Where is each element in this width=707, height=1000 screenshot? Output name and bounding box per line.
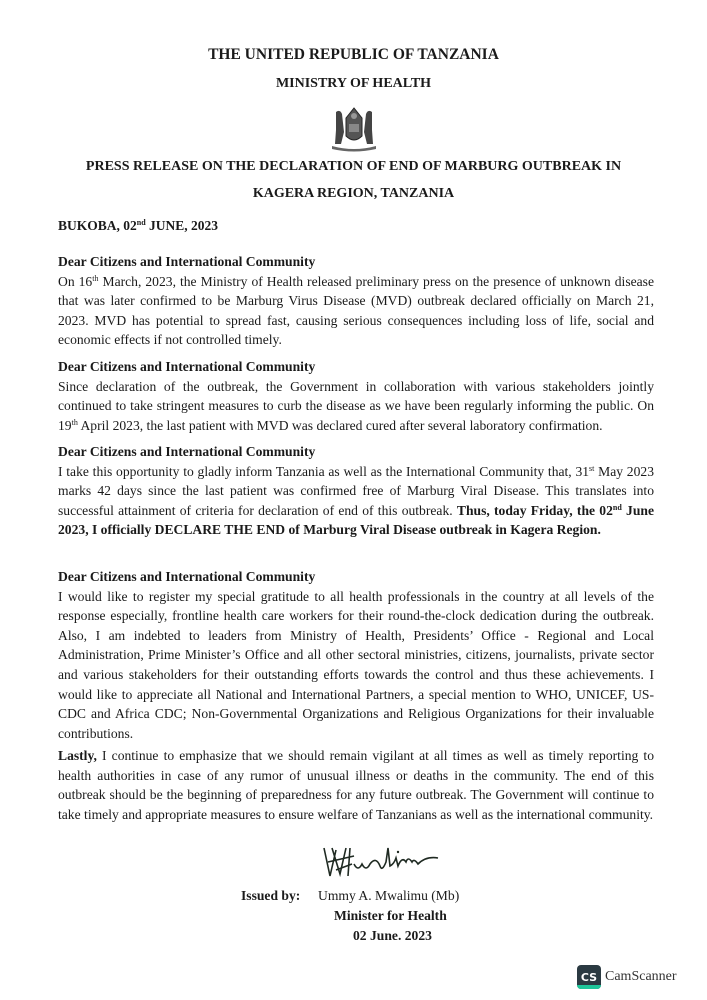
- section-5: [58, 746, 654, 824]
- salutation: Dear Citizens and International Community: [58, 254, 316, 269]
- coat-of-arms-icon: [322, 104, 386, 152]
- issuer-name: Ummy A. Mwalimu (Mb): [318, 888, 460, 903]
- issued-by-label: Issued by:: [241, 888, 301, 903]
- issue-date: 02 June. 2023: [353, 928, 432, 943]
- section-1: [58, 252, 654, 350]
- salutation: Dear Citizens and International Community: [58, 359, 316, 374]
- ministry-heading: MINISTRY OF HEALTH: [275, 76, 432, 91]
- title-line-1: PRESS RELEASE ON THE DECLARATION OF END OF MARBURG OUTBREAK IN: [85, 159, 622, 174]
- section-3: [58, 442, 654, 540]
- salutation: Dear Citizens and International Community: [58, 569, 316, 584]
- dateline: BUKOBA, 02nd JUNE, 2023: [58, 218, 219, 233]
- title-line-2: KAGERA REGION, TANZANIA: [252, 186, 455, 201]
- paragraph: I would like to register my special gratitude to all health professionals in the country at all levels of the response especially, frontline health care workers for their round-the-clock dedication during the outbreak. Also, I am indebted to leaders from Ministry of Health, Presidents’ Office - Regional and Local Administration, Prime Minister’s Office and all other sectoral ministries, citizens, journalists, private sector and various stakeholders for their outstanding efforts towards the control and thus these achievements. I would like to appreciate all National and International Partners, a special mention to WHO, UNICEF, US- CDC and Africa CDC; Non-Governmental Organizations and Religious Organizations for their invaluable contributions.: [58, 588, 654, 741]
- section-4: [58, 567, 654, 743]
- camscanner-watermark: [577, 964, 685, 990]
- salutation: Dear Citizens and International Community: [58, 444, 316, 459]
- paragraph: I take this opportunity to gladly inform Tanzania as well as the International Community that, 31st May 2023 marks 42 days since the last patient was confirmed free of Marburg Viral Disease. This translates into successful attainment of criteria for declaration of end of this outbreak. Thus, today Friday, the 02nd June 2023, I officially DECLARE THE END of Marburg Viral Disease outbreak in Kagera Region.: [58, 463, 654, 538]
- section-2: [58, 357, 654, 435]
- paragraph: On 16th March, 2023, the Ministry of Health released preliminary press on the presence of unknown disease that was later confirmed to be Marburg Virus Disease (MVD) outbreak declared officially on March 21, 2023. MVD has potential to spread fast, causing serious consequences including loss of life, social and economic effects if not controlled timely.: [58, 273, 655, 348]
- camscanner-text: CamScanner: [605, 969, 677, 984]
- camscanner-logo-icon: CS: [577, 965, 601, 989]
- paragraph: Since declaration of the outbreak, the Government in collaboration with various stakeholders jointly continued to take stringent measures to curb the disease as we have been regularly informing the public. On 19th April 2023, the last patient with MVD was declared cured after several laboratory confirmation.: [58, 378, 654, 433]
- country-heading: THE UNITED REPUBLIC OF TANZANIA: [208, 46, 499, 63]
- signature-icon: [310, 842, 510, 882]
- paragraph: Lastly, I continue to emphasize that we should remain vigilant at all times as well as timely reporting to health authorities in case of any rumor of unusual illness or deaths in the community. The end of this outbreak should be the beginning of preparedness for any future outbreak. The Government will continue to take timely and appropriate measures to ensure welfare of Tanzanians as well as the international community.: [58, 748, 654, 822]
- declaration-statement: Thus, today Friday, the 02nd June 2023, I officially DECLARE THE END of Marburg Viral Disease outbreak in Kagera Region.: [58, 502, 654, 538]
- issuer-title: Minister for Health: [334, 908, 447, 923]
